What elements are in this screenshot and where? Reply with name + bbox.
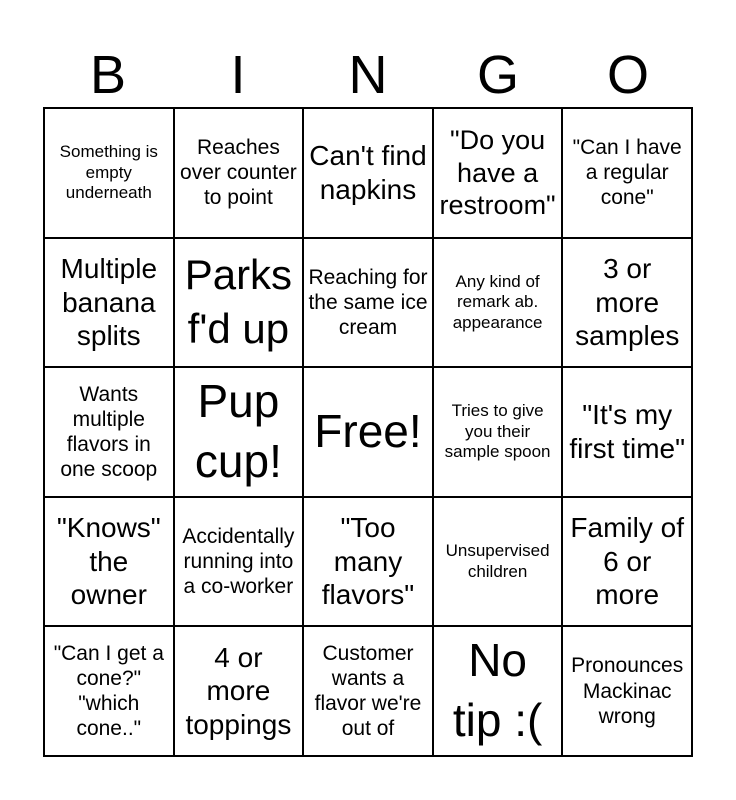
header-letter-b: B	[89, 45, 127, 105]
bingo-cell[interactable]: Accidentally running into a co-worker	[174, 497, 304, 627]
bingo-cell[interactable]: Reaching for the same ice cream	[303, 238, 433, 368]
bingo-cell[interactable]: Reaches over counter to point	[174, 108, 304, 238]
bingo-cell[interactable]: "Do you have a restroom"	[433, 108, 563, 238]
bingo-cell[interactable]: Parks f'd up	[174, 238, 304, 368]
bingo-cell[interactable]: "Can I have a regular cone"	[562, 108, 692, 238]
bingo-cell[interactable]: Family of 6 or more	[562, 497, 692, 627]
bingo-board	[43, 107, 693, 757]
header-letter-g: G	[476, 45, 519, 105]
bingo-cell[interactable]: Any kind of remark ab. appearance	[433, 238, 563, 368]
header-letter-i: I	[230, 45, 246, 105]
bingo-cell[interactable]: Pronounces Mackinac wrong	[562, 626, 692, 756]
bingo-cell[interactable]: Unsupervised children	[433, 497, 563, 627]
bingo-cell[interactable]: 3 or more samples	[562, 238, 692, 368]
bingo-cell[interactable]: "Too many flavors"	[303, 497, 433, 627]
free-space-cell[interactable]: Free!	[303, 367, 433, 497]
bingo-cell[interactable]: No tip :(	[433, 626, 563, 756]
bingo-cell[interactable]: "It's my first time"	[562, 367, 692, 497]
bingo-cell[interactable]: Can't find napkins	[303, 108, 433, 238]
bingo-cell[interactable]: Wants multiple flavors in one scoop	[44, 367, 174, 497]
header-letter-n: N	[348, 45, 388, 105]
bingo-cell[interactable]: Something is empty underneath	[44, 108, 174, 238]
bingo-cell[interactable]: Multiple banana splits	[44, 238, 174, 368]
bingo-cell[interactable]: "Can I get a cone?" "which cone.."	[44, 626, 174, 756]
header-letter-o: O	[606, 45, 649, 105]
bingo-cell[interactable]: Pup cup!	[174, 367, 304, 497]
bingo-cell[interactable]: Tries to give you their sample spoon	[433, 367, 563, 497]
bingo-cell[interactable]: Customer wants a flavor we're out of	[303, 626, 433, 756]
bingo-header	[43, 42, 693, 108]
bingo-cell[interactable]: 4 or more toppings	[174, 626, 304, 756]
bingo-cell[interactable]: "Knows" the owner	[44, 497, 174, 627]
